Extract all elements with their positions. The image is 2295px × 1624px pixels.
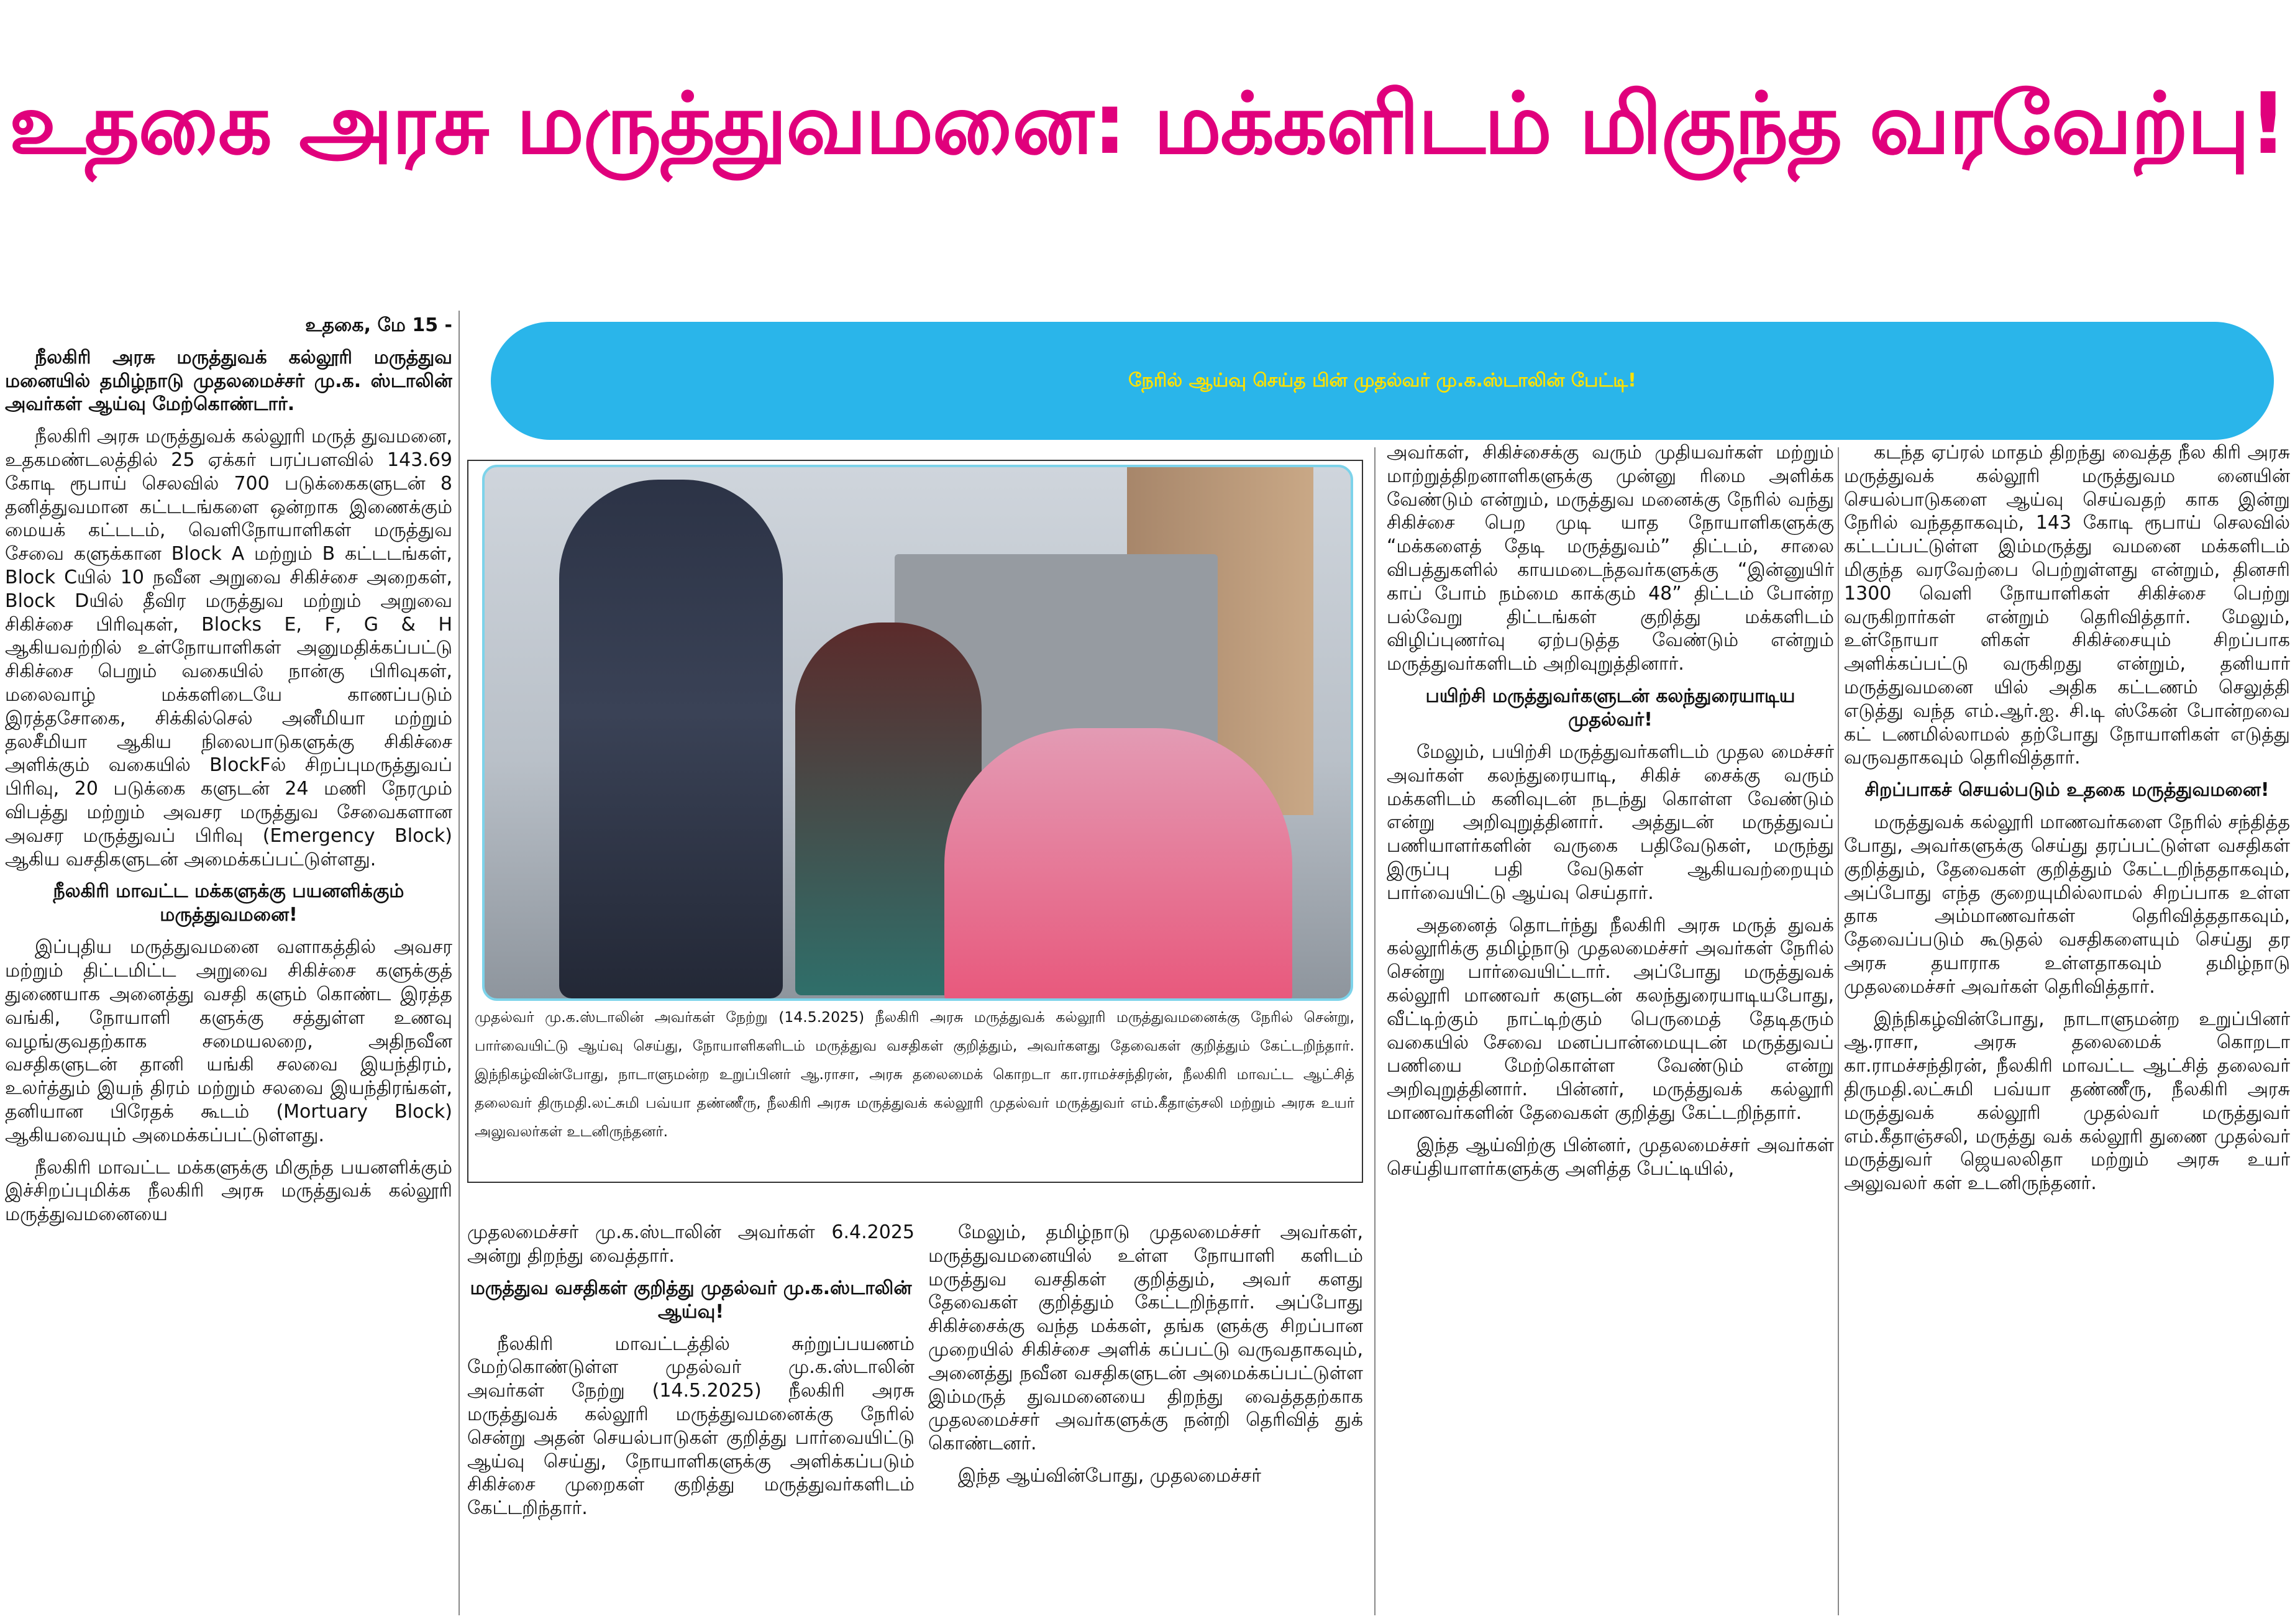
column-2 xyxy=(467,1221,915,1618)
photo-person xyxy=(944,728,1292,1001)
subheading: நீலகிரி மாவட்ட மக்களுக்கு பயனளிக்கும் மருத்துவமனை! xyxy=(53,880,404,926)
column-5 xyxy=(1844,441,2290,1618)
paragraph: மருத்துவக் கல்லூரி மாணவர்களை நேரில் சந்தித்த போது, அவர்களுக்கு செய்து தரப்பட்டுள்ள வசதிகள் குறித்தும், தேவைகள் குறித்தும் கேட்டறிந்ததாகவும், அப்போது எந்த குறையுமில்லாமல் சிறப்பாக உள்ள தாக அம்மாணவர்கள் தெரிவித்ததாகவும், தேவைப்படும் கூடுதல் வசதிகளையும் செய்து தர அரசு தயாராக உள்ளதாகவும் தமிழ்நாடு முதலமைச்சர் அவர்கள் தெரிவித்தார். xyxy=(1844,811,2290,998)
paragraph: இந்நிகழ்வின்போது, நாடாளுமன்ற உறுப்பினர் ஆ.ராசா, அரசு தலைமைக் கொறடா கா.ராமச்சந்திரன், நீலகிரி மாவட்ட ஆட்சித் தலைவர் திருமதி.லட்சுமி பவ்யா தண்ணீரு, நீலகிரி அரசு மருத்துவக் கல்லூரி முதல்வர் மருத்துவர் எம்.கீதாஞ்சலி, மருத்து வக் கல்லூரி துணை முதல்வர் மருத்துவர் ஜெயலலிதா மற்றும் அரசு உயர் அலுவலர் கள் உடனிருந்தனர். xyxy=(1844,1008,2290,1195)
subheadline: நேரில் ஆய்வு செய்த பின் முதல்வர் மு.க.ஸ்டாலின் பேட்டி! xyxy=(1128,370,1636,391)
column-rule xyxy=(1374,447,1376,1615)
photo-person xyxy=(559,480,783,998)
paragraph: இந்த ஆய்விற்கு பின்னர், முதலமைச்சர் அவர்கள் செய்தியாளர்களுக்கு அளித்த பேட்டியில், xyxy=(1387,1134,1834,1180)
paragraph: அதனைத் தொடர்ந்து நீலகிரி அரசு மருத் துவக் கல்லூரிக்கு தமிழ்நாடு முதலமைச்சர் அவர்கள் நேரில் சென்று பார்வையிட்டார். அப்போது மருத்துவக் கல்லூரி மாணவர் களுடன் கலந்துரையாடியபோது, வீட்டிற்கும் நாட்டிற்கும் பெருமைத் தேடிதரும் வகையில் சேவை மனப்பான்மையுடன் மருத்துவப் பணியை மேற்கொள்ள வேண்டும் என்று அறிவுறுத்தினார். பின்னர், மருத்துவக் கல்லூரி மாணவர்களின் தேவைகள் குறித்து கேட்டறிந்தார். xyxy=(1387,914,1834,1124)
subheading: பயிற்சி மருத்துவர்களுடன் கலந்துரையாடிய முதல்வர்! xyxy=(1425,685,1795,731)
subheading: சிறப்பாகச் செயல்படும் உதகை மருத்துவமனை! xyxy=(1864,779,2270,801)
column-4 xyxy=(1387,441,1834,1618)
paragraph: முதலமைச்சர் மு.க.ஸ்டாலின் அவர்கள் 6.4.2025 அன்று திறந்து வைத்தார். xyxy=(467,1221,915,1267)
paragraph: இந்த ஆய்வின்போது, முதலமைச்சர் xyxy=(958,1464,1261,1487)
headline: உதகை அரசு மருத்துவமனை: மக்களிடம் மிகுந்த வரவேற்பு! xyxy=(9,75,2286,173)
column-rule xyxy=(459,311,460,1615)
column-3 xyxy=(928,1221,1363,1618)
column-1 xyxy=(5,314,452,1618)
paragraph: நீலகிரி அரசு மருத்துவக் கல்லூரி மருத் துவமனை, உதகமண்டலத்தில் 25 ஏக்கர் பரப்பளவில் 143.69 கோடி ரூபாய் செலவில் 700 படுக்கைகளுடன் 8 தனித்துவமான கட்டடங்களை ஒன்றாக இணைக்கும் மையக் கட்டடம், வெளிநோயாளிகள் மருத்துவ சேவை களுக்கான Block A மற்றும் B கட்டடங்கள், Block Cயில் 10 நவீன அறுவை சிகிச்சை அறைகள், Block Dயில் தீவிர மருத்துவ மற்றும் அறுவை சிகிச்சை பிரிவுகள், Blocks E, F, G & H ஆகியவற்றில் உள்நோயாளிகள் அனுமதிக்கப்பட்டு சிகிச்சை பெறும் வகையில் நான்கு பிரிவுகள், மலைவாழ் மக்களிடையே காணப்படும் இரத்தசோகை, சிக்கில்செல் அனீமியா மற்றும் தலசீமியா ஆகிய நிலைபாடுகளுக்கு சிகிச்சை அளிக்கும் வகையில் BlockFல் சிறப்புமருத்துவப் பிரிவு, 20 படுக்கை களுடன் 24 மணி நேரமும் விபத்து மற்றும் அவசர மருத்துவ சேவைகளான அவசர மருத்துவப் பிரிவு (Emergency Block) ஆகிய வசதிகளுடன் அமைக்கப்பட்டுள்ளது. xyxy=(5,426,452,870)
paragraph: மேலும், பயிற்சி மருத்துவர்களிடம் முதல மைச்சர் அவர்கள் கலந்துரையாடி, சிகிச் சைக்கு வரும் மக்களிடம் கனிவுடன் நடந்து கொள்ள வேண்டும் என்று அறிவுறுத்தினார். அத்துடன் மருத்துவப் பணியாளர்களின் வருகை பதிவேடுகள், மருந்து இருப்பு பதி வேடுகள் ஆகியவற்றையும் பார்வையிட்டு ஆய்வு செய்தார். xyxy=(1387,741,1834,904)
paragraph: இப்புதிய மருத்துவமனை வளாகத்தில் அவசர மற்றும் திட்டமிட்ட அறுவை சிகிச்சை களுக்குத் துணையாக அனைத்து வசதி களும் கொண்ட இரத்த வங்கி, நோயாளி களுக்கு சத்துள்ள உணவு வழங்குவதற்காக சமையலறை, அதிநவீன வசதிகளுடன் தானி யங்கி சலவை இயந்திரம், உலர்த்தும் இயந் திரம் மற்றும் சலவை இயந்திரங்கள், தனியான பிரேதக் கூடம் (Mortuary Block) ஆகியவையும் அமைக்கப்பட்டுள்ளது. xyxy=(5,936,452,1146)
subheadline-banner xyxy=(491,322,2274,440)
photo-caption: முதல்வர் மு.க.ஸ்டாலின் அவர்கள் நேற்று (14.5.2025) நீலகிரி அரசு மருத்துவக் கல்லூரி மருத்துவமனைக்கு நேரில் சென்று, பார்வையிட்டு ஆய்வு செய்து, நோயாளிகளிடம் மருத்துவ வசதிகள் குறித்தும், அவர்களது தேவைகள் குறித்தும் கேட்டறிந்தார். இந்நிகழ்வின்போது, நாடாளுமன்ற உறுப்பினர் ஆ.ராசா, அரசு தலைமைக் கொறடா கா.ராமச்சந்திரன், நீலகிரி மாவட்ட ஆட்சித் தலைவர் திருமதி.லட்சுமி பவ்யா தண்ணீரு, நீலகிரி அரசு மருத்துவக் கல்லூரி முதல்வர் மருத்துவர் எம்.கீதாஞ்சலி மற்றும் அரசு உயர் அலுவலர்கள் உடனிருந்தனர். xyxy=(475,1008,1354,1140)
paragraph: அவர்கள், சிகிச்சைக்கு வரும் முதியவர்கள் மற்றும் மாற்றுத்திறனாளிகளுக்கு முன்னு ரிமை அளிக்க வேண்டும் என்றும், மருத்துவ மனைக்கு நேரில் வந்து சிகிச்சை பெற முடி யாத நோயாளிகளுக்கு “மக்களைத் தேடி மருத்துவம்” திட்டம், சாலை விபத்துகளில் காயமடைந்தவர்களுக்கு “இன்னுயிர் காப் போம் நம்மை காக்கும் 48” திட்டம் போன்ற பல்வேறு திட்டங்கள் குறித்து மக்களிடம் விழிப்புணர்வு ஏற்படுத்த வேண்டும் என்றும் மருத்துவர்களிடம் அறிவுறுத்தினார். xyxy=(1387,442,1834,675)
paragraph: நீலகிரி மாவட்டத்தில் சுற்றுப்பயணம் மேற்கொண்டுள்ள முதல்வர் மு.க.ஸ்டாலின் அவர்கள் நேற்று (14.5.2025) நீலகிரி அரசு மருத்துவக் கல்லூரி மருத்துவமனைக்கு நேரில் சென்று அதன் செயல்பாடுகள் குறித்து பார்வையிட்டு ஆய்வு செய்து, நோயாளிகளுக்கு அளிக்கப்படும் சிகிச்சை முறைகள் குறித்து மருத்துவர்களிடம் கேட்டறிந்தார். xyxy=(467,1333,915,1520)
lead-paragraph: நீலகிரி அரசு மருத்துவக் கல்லூரி மருத்துவ மனையில் தமிழ்நாடு முதலமைச்சர் மு.க. ஸ்டாலின் அவர்கள் ஆய்வு மேற்கொண்டார். xyxy=(5,346,452,416)
paragraph: கடந்த ஏப்ரல் மாதம் திறந்து வைத்த நீல கிரி அரசு மருத்துவக் கல்லூரி மருத்துவம னையின் செயல்பாடுகளை ஆய்வு செய்வதற் காக இன்று நேரில் வந்ததாகவும், 143 கோடி ரூபாய் செலவில் கட்டப்பட்டுள்ள இம்மருத்து வமனை மக்களிடம் மிகுந்த வரவேற்பை பெற்றுள்ளது என்றும், தினசரி 1300 வெளி நோயாளிகள் சிகிச்சை பெற்று வருகிறார்கள் என்றும் தெரிவித்தார். மேலும், உள்நோயா ளிகள் சிகிச்சையும் சிறப்பாக அளிக்கப்பட்டு வருகிறது என்றும், தனியார் மருத்துவமனை யில் அதிக கட்டணம் செலுத்தி எடுத்து வந்த எம்.ஆர்.ஐ. சி.டி ஸ்கேன் போன்றவை கட் டணமில்லாமல் தற்போது நோயாளிகள் எடுத்து வருவதாகவும் தெரிவித்தார். xyxy=(1844,442,2290,769)
subheading: மருத்துவ வசதிகள் குறித்து முதல்வர் மு.க.ஸ்டாலின் ஆய்வு! xyxy=(470,1277,912,1323)
dateline: உதகை, மே 15 - xyxy=(305,314,452,336)
photo-box xyxy=(467,460,1363,1183)
column-rule xyxy=(1838,447,1839,1615)
news-photo xyxy=(482,465,1353,1001)
paragraph: மேலும், தமிழ்நாடு முதலமைச்சர் அவர்கள், மருத்துவமனையில் உள்ள நோயாளி களிடம் மருத்துவ வசதிகள் குறித்தும், அவர் களது தேவைகள் குறித்தும் கேட்டறிந்தார். அப்போது சிகிச்சைக்கு வந்த மக்கள், தங்க ளுக்கு சிறப்பான முறையில் சிகிச்சை அளிக் கப்பட்டு வருவதாகவும், அனைத்து நவீன வசதிகளுடன் அமைக்கப்பட்டுள்ள இம்மருத் துவமனையை திறந்து வைத்ததற்காக முதலமைச்சர் அவர்களுக்கு நன்றி தெரிவித் துக் கொண்டனர். xyxy=(928,1221,1363,1455)
paragraph: நீலகிரி மாவட்ட மக்களுக்கு மிகுந்த பயனளிக்கும் இச்சிறப்புமிக்க நீலகிரி அரசு மருத்துவக் கல்லூரி மருத்துவமனையை xyxy=(5,1156,452,1226)
